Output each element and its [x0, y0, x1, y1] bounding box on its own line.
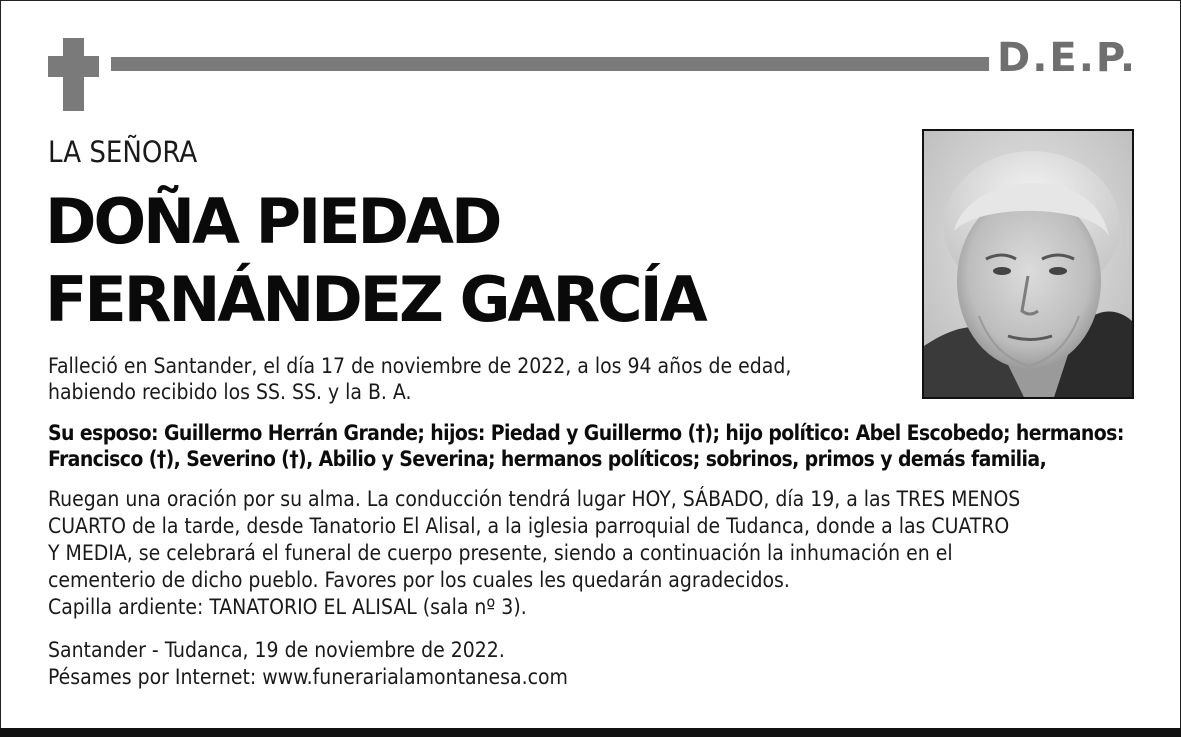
- name-line-1: DOÑA PIEDAD: [45, 185, 500, 258]
- chapel-line: Capilla ardiente: TANATORIO EL ALISAL (sala nº 3).: [48, 595, 527, 619]
- family-line-1: Su esposo: Guillermo Herrán Grande; hijos: Piedad y Guillermo (†); hijo político: Abel Escobedo; hermanos:: [48, 421, 1124, 445]
- dep-label: D.E.P.: [997, 35, 1138, 81]
- portrait-image: [924, 131, 1132, 397]
- condolences-line: Pésames por Internet: www.funerarialamontanesa.com: [48, 665, 568, 689]
- cross-icon-arm: [48, 56, 99, 77]
- family-line-2: Francisco (†), Severino (†), Abilio y Severina; hermanos políticos; sobrinos, primos y demás familia,: [48, 447, 1047, 471]
- death-line-1: Falleció en Santander, el día 17 de noviembre de 2022, a los 94 años de edad,: [48, 354, 792, 378]
- name-line-2: FERNÁNDEZ GARCÍA: [45, 263, 705, 336]
- place-date: Santander - Tudanca, 19 de noviembre de 2022.: [48, 638, 505, 662]
- service-line-1: Ruegan una oración por su alma. La conducción tendrá lugar HOY, SÁBADO, día 19, a las TRES MENOS: [48, 487, 1021, 511]
- title-label: LA SEÑORA: [48, 135, 198, 169]
- service-line-2: CUARTO de la tarde, desde Tanatorio El Alisal, a la iglesia parroquial de Tudanca, donde a las CUATRO: [48, 514, 1010, 538]
- service-line-3: Y MEDIA, se celebrará el funeral de cuerpo presente, siendo a continuación la inhumación en el: [48, 541, 953, 565]
- bottom-bar: [0, 728, 1181, 737]
- portrait-photo: [922, 129, 1134, 399]
- service-line-4: cementerio de dicho pueblo. Favores por los cuales les quedarán agradecidos.: [48, 568, 790, 592]
- death-line-2: habiendo recibido los SS. SS. y la B. A.: [48, 380, 412, 404]
- header-rule: [111, 57, 989, 71]
- deceased-name: [45, 183, 705, 339]
